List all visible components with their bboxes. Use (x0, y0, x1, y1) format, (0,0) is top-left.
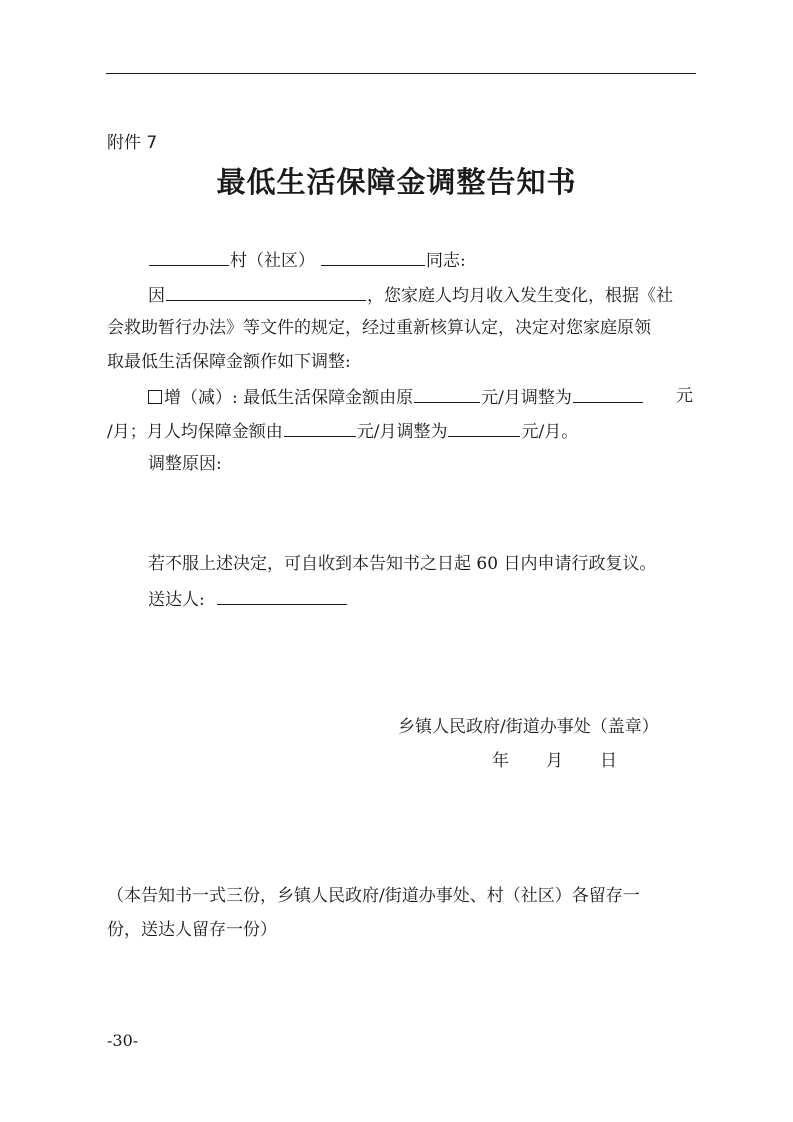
page-number: -30- (107, 1031, 139, 1050)
deliverer-label: 送达人: (148, 590, 205, 610)
village-label: 村（社区） (230, 251, 315, 271)
para1-line1 (148, 283, 673, 307)
reason-change-blank (166, 283, 366, 301)
adjust-line1 (148, 385, 644, 409)
original-amount-blank (414, 385, 480, 403)
per-capita-prefix: /月；月人均保障金额由 (107, 422, 283, 442)
deliverer-blank (217, 587, 347, 605)
para1-line3: 取最低生活保障金额作如下调整: (107, 352, 351, 372)
issuer-seal-line: 乡镇人民政府/街道办事处（盖章） (398, 717, 659, 737)
per-capita-end: 元/月。 (521, 422, 579, 442)
document-title: 最低生活保障金调整告知书 (216, 165, 577, 199)
adjust-prefix: 增（减）: 最低生活保障金额由原 (164, 388, 414, 408)
adjust-line2 (107, 419, 578, 443)
village-name-blank (149, 248, 229, 266)
new-amount-blank (573, 385, 643, 403)
attachment-label: 附件 7 (107, 133, 158, 153)
adjust-unit-text: 元/月调整为 (481, 388, 572, 408)
top-rule (106, 73, 696, 74)
salutation-line (148, 248, 466, 272)
appeal-notice: 若不服上述决定，可自收到本告知书之日起 60 日内申请行政复议。 (148, 554, 657, 574)
adjust-unit-yuan: 元 (676, 386, 693, 406)
comrade-label: 同志: (426, 251, 466, 271)
footnote-line2: 份，送达人留存一份） (107, 920, 277, 940)
increase-decrease-checkbox[interactable] (148, 390, 162, 404)
date-line: 年 月 日 (492, 751, 618, 771)
para1-text-a: ，您家庭人均月收入发生变化，根据《社 (367, 286, 673, 306)
new-per-capita-blank (448, 419, 520, 437)
deliverer-line (148, 587, 348, 611)
footnote-line1: （本告知书一式三份，乡镇人民政府/街道办事处、村（社区）各留存一 (107, 886, 640, 906)
per-capita-mid: 元/月调整为 (356, 422, 448, 442)
because-label: 因 (148, 286, 165, 306)
para1-line2: 会救助暂行办法》等文件的规定，经过重新核算认定，决定对您家庭原领 (107, 318, 651, 338)
recipient-name-blank (321, 248, 425, 266)
original-per-capita-blank (284, 419, 356, 437)
reason-label: 调整原因: (148, 454, 222, 474)
